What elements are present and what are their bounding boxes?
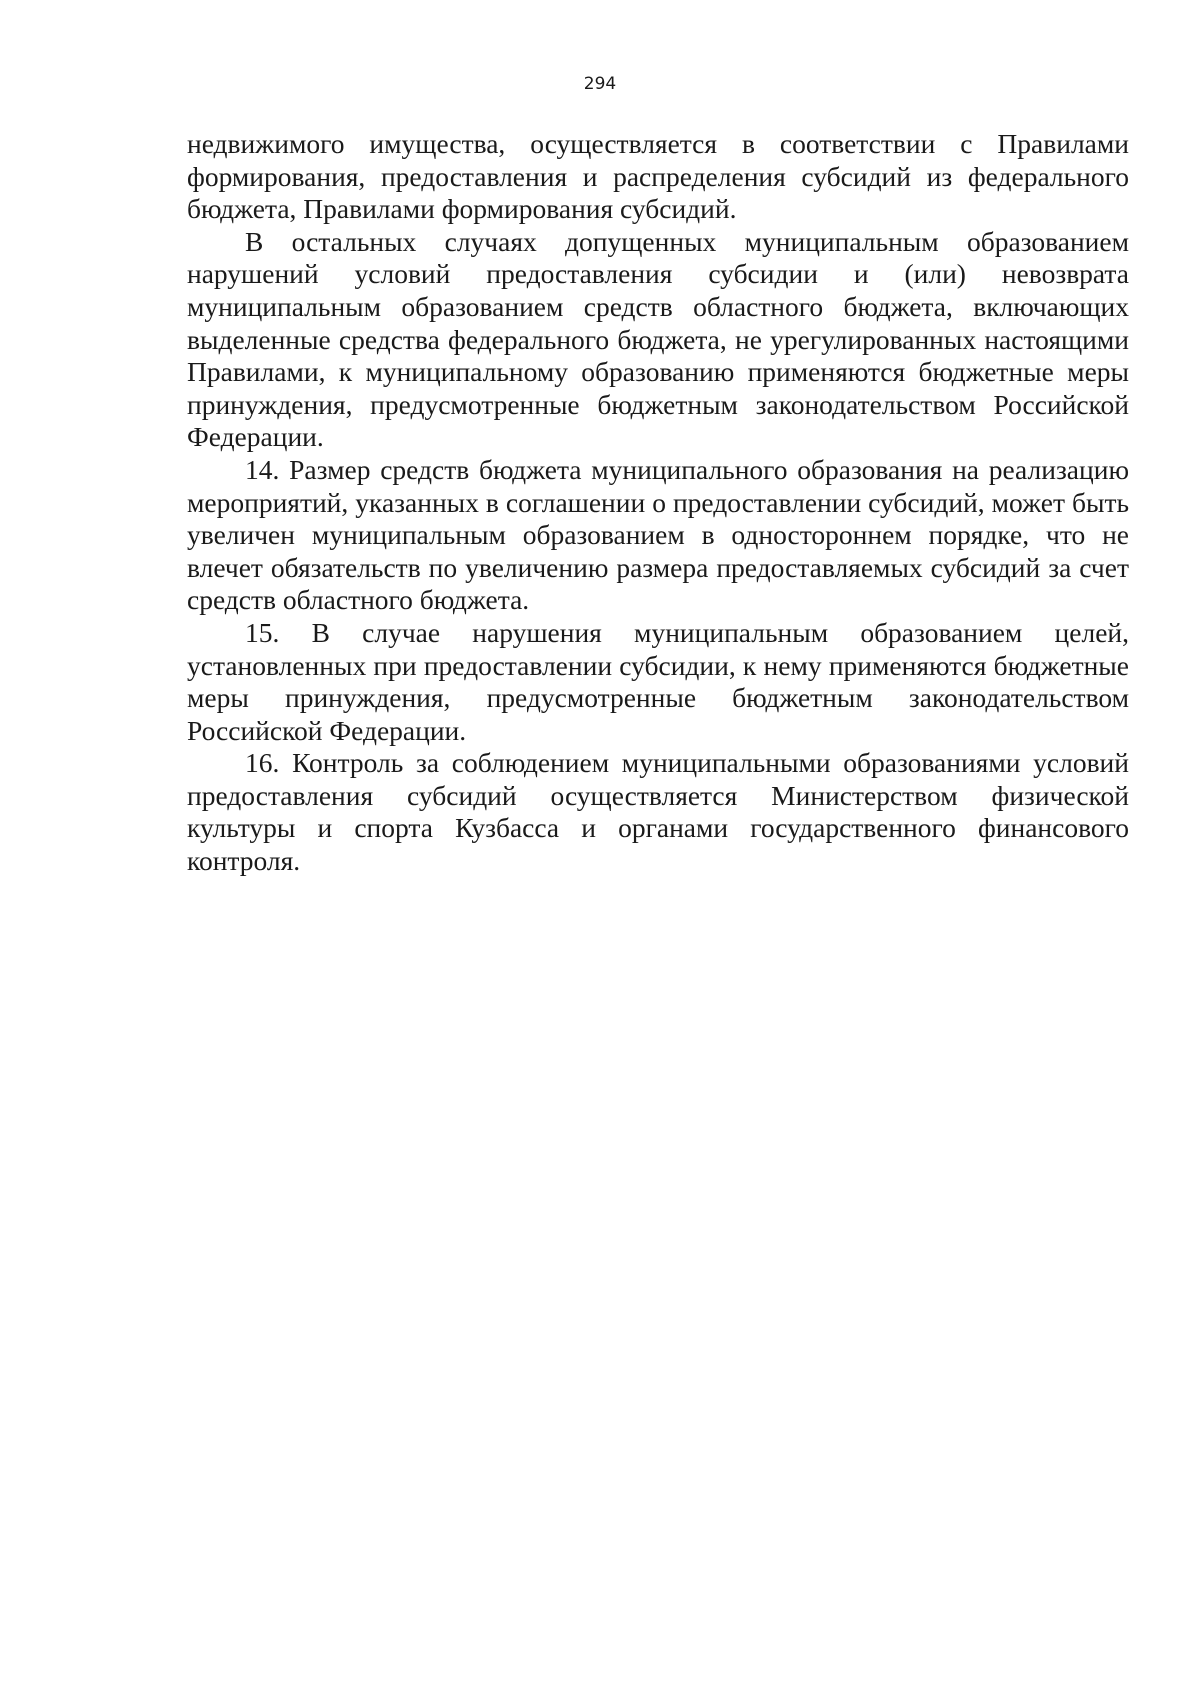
- paragraph-item-16: 16. Контроль за соблюдением муниципальными образованиями условий предоставления субсидий осуществляется Министерством физической культуры и спорта Кузбасса и органами государственного финансового контроля.: [187, 747, 1129, 877]
- paragraph-continuation: недвижимого имущества, осуществляется в соответствии с Правилами формирования, предоставления и распределения субсидий из федерального бюджета, Правилами формирования субсидий.: [187, 128, 1129, 225]
- paragraph-item-14: 14. Размер средств бюджета муниципального образования на реализацию мероприятий, указанных в соглашении о предоставлении субсидий, может быть увеличен муниципальным образованием в одностороннем порядке, что не влечет обязательств по увеличению размера предоставляемых субсидий за счет средств областного бюджета.: [187, 453, 1129, 616]
- page-number: 294: [583, 74, 617, 94]
- paragraph-other-cases: В остальных случаях допущенных муниципальным образованием нарушений условий предоставления субсидии и (или) невозврата муниципальным образованием средств областного бюджета, включающих выделенные средства федерального бюджета, не урегулированных настоящими Правилами, к муниципальному образованию применяются бюджетные меры принуждения, предусмотренные бюджетным законодательством Российской Федерации.: [187, 225, 1129, 453]
- document-body: [187, 128, 1129, 878]
- paragraph-item-15: 15. В случае нарушения муниципальным образованием целей, установленных при предоставлении субсидии, к нему применяются бюджетные меры принуждения, предусмотренные бюджетным законодательством Российской Федерации.: [187, 616, 1129, 746]
